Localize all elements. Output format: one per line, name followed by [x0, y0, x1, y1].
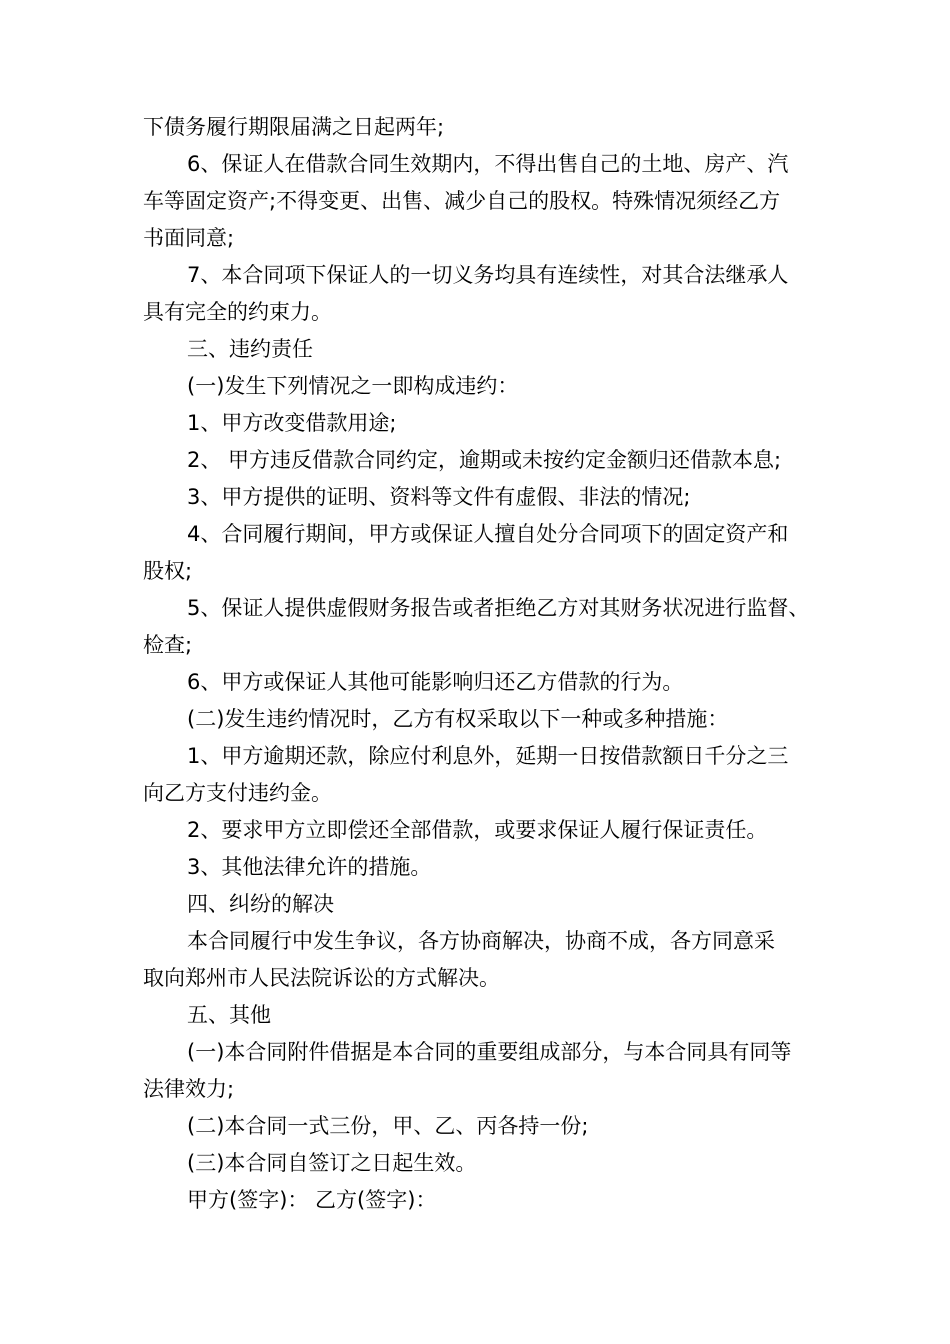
- text-line: 下债务履行期限届满之日起两年;: [143, 115, 445, 139]
- text-line: (三)本合同自签订之日起生效。: [187, 1151, 477, 1175]
- document-body: [143, 109, 823, 1219]
- text-line: 6、保证人在借款合同生效期内，不得出售自己的土地、房产、汽: [187, 152, 789, 176]
- text-line: (一)发生下列情况之一即构成违约：: [187, 374, 519, 398]
- text-line: 3、其他法律允许的措施。: [187, 855, 432, 879]
- text-line: 法律效力;: [143, 1077, 235, 1101]
- section-heading: 五、其他: [187, 1003, 271, 1027]
- text-line: 书面同意;: [143, 226, 235, 250]
- text-line: 车等固定资产;不得变更、出售、减少自己的股权。特殊情况须经乙方: [143, 189, 781, 213]
- text-line: 1、甲方逾期还款，除应付利息外，延期一日按借款额日千分之三: [187, 744, 789, 768]
- text-line: 6、甲方或保证人其他可能影响归还乙方借款的行为。: [187, 670, 684, 694]
- text-line: (一)本合同附件借据是本合同的重要组成部分，与本合同具有同等: [187, 1040, 792, 1064]
- text-line: 股权;: [143, 559, 193, 583]
- text-line: 3、甲方提供的证明、资料等文件有虚假、非法的情况;: [187, 485, 691, 509]
- section-heading: 三、违约责任: [187, 337, 313, 361]
- text-line: 向乙方支付违约金。: [143, 781, 332, 805]
- text-line: 本合同履行中发生争议，各方协商解决，协商不成，各方同意采: [187, 929, 775, 953]
- text-line: 检查;: [143, 633, 193, 657]
- text-line: 4、合同履行期间，甲方或保证人擅自处分合同项下的固定资产和: [187, 522, 789, 546]
- text-line: 取向郑州市人民法院诉讼的方式解决。: [143, 966, 500, 990]
- section-heading: 四、纠纷的解决: [187, 892, 334, 916]
- text-line: 7、本合同项下保证人的一切义务均具有连续性，对其合法继承人: [187, 263, 789, 287]
- text-line: 2、 甲方违反借款合同约定，逾期或未按约定金额归还借款本息;: [187, 448, 782, 472]
- text-line: (二)发生违约情况时，乙方有权采取以下一种或多种措施：: [187, 707, 729, 731]
- text-line: 2、要求甲方立即偿还全部借款，或要求保证人履行保证责任。: [187, 818, 768, 842]
- text-line: 具有完全的约束力。: [143, 300, 332, 324]
- text-line: 5、保证人提供虚假财务报告或者拒绝乙方对其财务状况进行监督、: [187, 596, 810, 620]
- signature-line: 甲方(签字)： 乙方(签字)：: [187, 1188, 437, 1212]
- text-line: (二)本合同一式三份，甲、乙、丙各持一份;: [187, 1114, 589, 1138]
- text-line: 1、甲方改变借款用途;: [187, 411, 397, 435]
